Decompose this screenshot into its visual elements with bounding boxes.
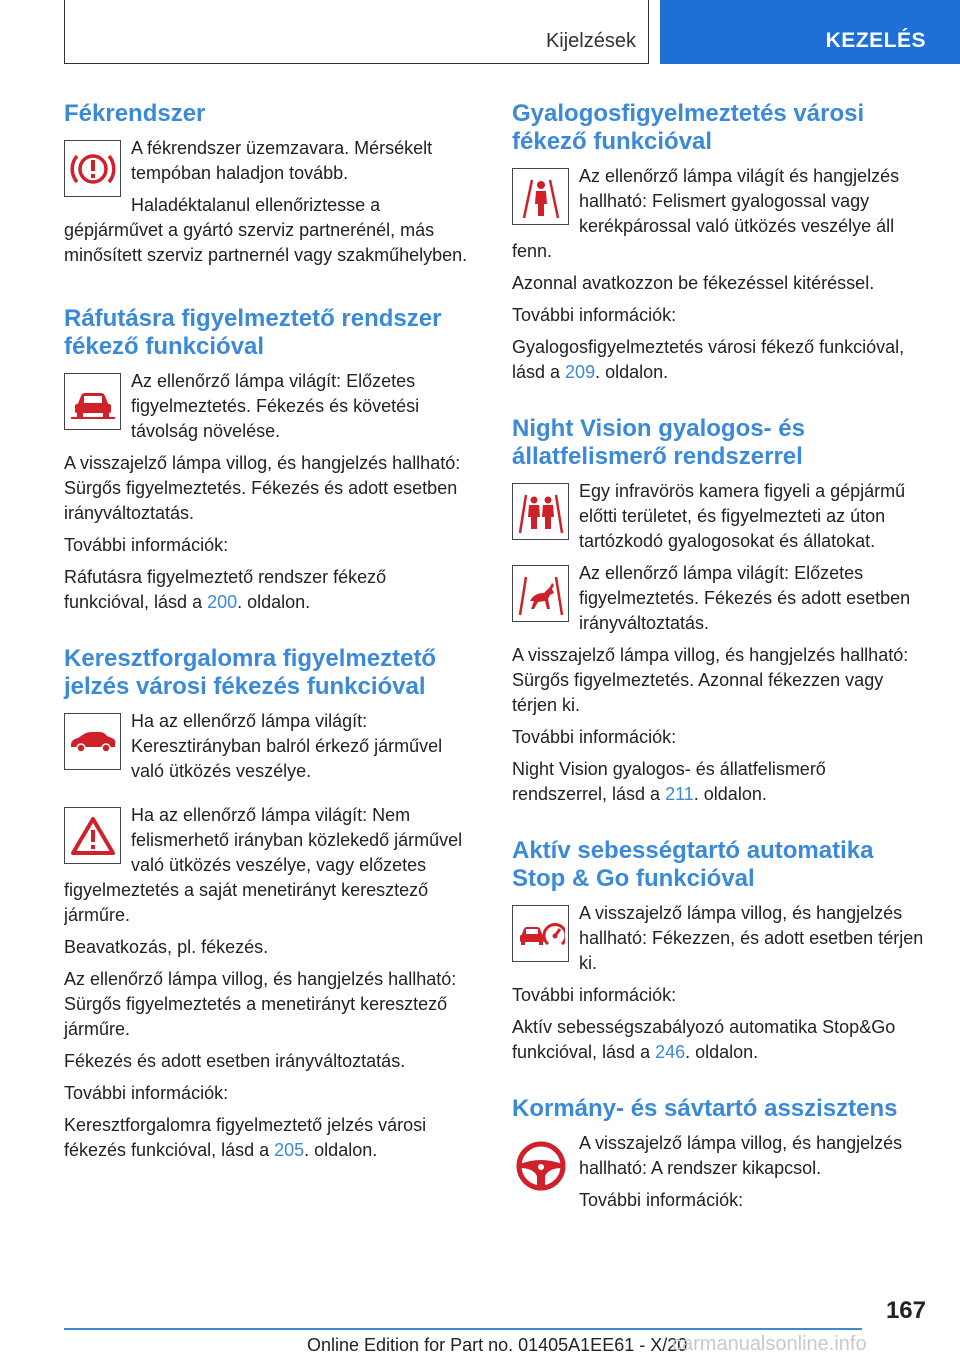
paragraph-reference: Night Vision gyalogos- és állatfelismerő rendszerrel, lásd a 211. oldalon. [512, 759, 826, 804]
cross-traffic-car-icon [64, 713, 121, 770]
front-collision-car-icon [64, 373, 121, 430]
header-section-box [64, 0, 649, 64]
section-title: Gyalogosfigyelmeztetés városi fékező funkcióval [512, 100, 865, 155]
brake-warning-icon [64, 140, 121, 197]
paragraph-reference: Gyalogosfigyelmeztetés városi fékező funkcióval, lásd a 209. oldalon. [512, 337, 905, 382]
paragraph: Ha az ellenőrző lámpa világít: Keresztirányban balról érkező járművel való ütközés veszélye. [131, 711, 443, 781]
paragraph: További információk: [64, 1083, 229, 1103]
paragraph: További információk: [512, 305, 677, 325]
paragraph: A visszajelző lámpa villog, és hangjelzés hallható: Sürgős figyelmeztetés. Azonnal fékezzen vagy térjen ki. [512, 645, 909, 715]
paragraph: A visszajelző lámpa villog, és hangjelzés hallható: A rendszer kikapcsol. [579, 1133, 903, 1178]
night-vision-pedestrian-icon [512, 483, 569, 540]
night-vision-animal-icon [512, 565, 569, 622]
paragraph-reference: Keresztforgalomra figyelmeztető jelzés városi fékezés funkcióval, lásd a 205. oldalon. [64, 1115, 427, 1160]
paragraph-reference: Ráfutásra figyelmeztető rendszer fékező funkcióval, lásd a 200. oldalon. [64, 567, 387, 612]
section-title: Ráfutásra figyelmeztető rendszer fékező funkcióval [64, 305, 442, 360]
paragraph: További információk: [64, 535, 229, 555]
section-collision-warning [64, 305, 476, 615]
section-title: Keresztforgalomra figyelmeztető jelzés városi fékezés funkcióval [64, 645, 437, 700]
section-title: Aktív sebességtartó automatika Stop & Go funkcióval [512, 837, 874, 892]
paragraph-reference: Aktív sebességszabályozó automatika Stop&Go funkcióval, lásd a 246. oldalon. [512, 1017, 896, 1062]
page-number: 167 [885, 1297, 926, 1324]
right-column [512, 100, 924, 1250]
paragraph: Haladéktalanul ellenőriztesse a gépjárművet a gyártó szerviz partnerénél, más minősített szerviz partnernél vagy szakműhelyben. [64, 195, 468, 265]
section-title: Fékrendszer [64, 100, 206, 127]
header-tab[interactable] [660, 0, 960, 64]
page-link[interactable]: 211 [665, 784, 694, 804]
cruise-control-stop-go-icon [512, 905, 569, 962]
paragraph: További információk: [512, 727, 677, 747]
header-section-title: Kijelzések [545, 30, 636, 52]
paragraph: Az ellenőrző lámpa világít: Előzetes figyelmeztetés. Fékezés és követési távolság növelése. [131, 371, 420, 441]
page-link[interactable]: 200 [207, 592, 238, 612]
paragraph: A visszajelző lámpa villog, és hangjelzés hallható: Fékezzen, és adott esetben térjen ki. [579, 903, 924, 973]
paragraph: Azonnal avatkozzon be fékezéssel kitéréssel. [512, 273, 875, 293]
page-link[interactable]: 205 [274, 1140, 305, 1160]
paragraph: Az ellenőrző lámpa világít és hangjelzés hallható: Felismert gyalogossal vagy kerékpárossal való ütközés veszélye áll fenn. [512, 166, 900, 261]
paragraph: Az ellenőrző lámpa villog, és hangjelzés hallható: Sürgős figyelmeztetés a menetirányt keresztező járműre. [64, 969, 457, 1039]
warning-triangle-icon [64, 807, 121, 864]
paragraph: Beavatkozás, pl. fékezés. [64, 937, 269, 957]
section-active-cruise-control [512, 837, 924, 1065]
paragraph: A visszajelző lámpa villog, és hangjelzés hallható: Sürgős figyelmeztetés. Fékezés és adott esetben irányváltoztatás. [64, 453, 461, 523]
header-tab-label: KEZELÉS [825, 29, 926, 52]
watermark: carmanualsonline.info [672, 1333, 867, 1355]
paragraph: Egy infravörös kamera figyeli a gépjármű előtti területet, és figyelmezteti az úton tartózkodó gyalogosokat és állatokat. [579, 481, 906, 551]
paragraph: További információk: [579, 1190, 744, 1210]
section-night-vision [512, 415, 924, 807]
paragraph: További információk: [512, 985, 677, 1005]
paragraph: Az ellenőrző lámpa világít: Előzetes figyelmeztetés. Fékezés és adott esetben irányváltoztatás. [579, 563, 911, 633]
section-title: Night Vision gyalogos- és állatfelismerő rendszerrel [512, 415, 805, 470]
footer-divider [64, 1328, 862, 1330]
section-brake-system [64, 100, 476, 275]
section-steering-lane-assistant [512, 1095, 924, 1220]
section-title: Kormány- és sávtartó asszisztens [512, 1095, 898, 1122]
steering-wheel-icon [512, 1137, 569, 1194]
left-column [64, 100, 476, 1193]
page-link[interactable]: 209 [565, 362, 596, 382]
section-cross-traffic [64, 645, 476, 1163]
page-link[interactable]: 246 [655, 1042, 686, 1062]
paragraph: Ha az ellenőrző lámpa világít: Nem felismerhető irányban közlekedő járművel való ütközés veszélye, vagy előzetes figyelmeztetés a saját menetirányt keresztező járműre. [64, 805, 463, 925]
paragraph: A fékrendszer üzemzavara. Mérsékelt tempóban haladjon tovább. [131, 138, 433, 183]
paragraph: Fékezés és adott esetben irányváltoztatás. [64, 1051, 406, 1071]
edition-text: Online Edition for Part no. 01405A1EE61 - X/20 [307, 1335, 688, 1355]
section-pedestrian-warning [512, 100, 924, 385]
pedestrian-cyclist-icon [512, 168, 569, 225]
